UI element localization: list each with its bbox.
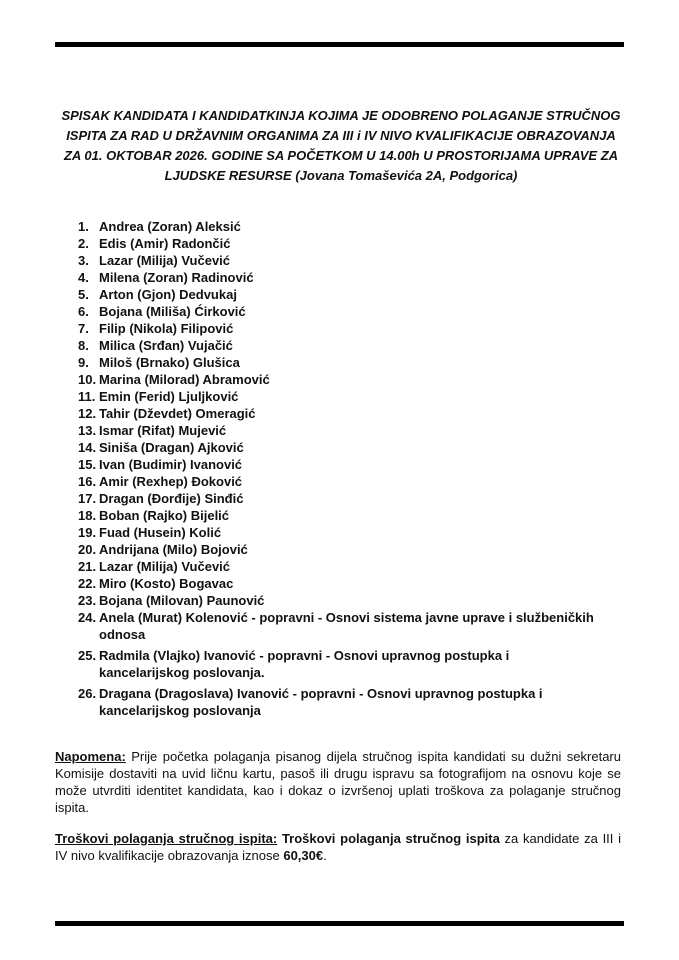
- list-item: [78, 354, 598, 371]
- item-number: 20.: [78, 542, 97, 557]
- list-item: [78, 303, 598, 320]
- candidate-name: Andrea (Zoran) Aleksić: [99, 219, 241, 234]
- candidate-name: Dragan (Đorđije) Sinđić: [99, 491, 244, 506]
- item-number: 5.: [78, 287, 89, 302]
- list-item: [78, 337, 598, 354]
- note-text: Prije početka polaganja pisanog dijela stručnog ispita kandidati su dužni sekretaru Komisije dostaviti na uvid ličnu kartu, pasoš ili drugu ispravu sa fotografijom na osnovu koje se može utvrditi identitet kandidata, kao i dokaz o izvršenoj uplati troškova za polaganje stručnog ispita.: [55, 749, 621, 815]
- costs-text: za kandidate za III i IV nivo kvalifikacije obrazovanja iznose: [55, 831, 622, 863]
- list-item: [78, 405, 598, 422]
- item-number: 24.: [78, 610, 97, 625]
- candidate-name: Boban (Rajko) Bijelić: [99, 508, 230, 523]
- list-item: [78, 320, 598, 337]
- item-number: 26.: [78, 686, 97, 701]
- list-item: [78, 507, 598, 524]
- list-item: [78, 541, 598, 558]
- candidate-name: Bojana (Milovan) Paunović: [99, 593, 265, 608]
- list-item: [78, 609, 598, 643]
- candidate-name: Lazar (Milija) Vučević: [99, 253, 231, 268]
- candidate-name: Fuad (Husein) Kolić: [99, 525, 222, 540]
- list-item: [78, 456, 598, 473]
- item-number: 12.: [78, 406, 97, 421]
- list-item: [78, 439, 598, 456]
- list-item: [78, 388, 598, 405]
- candidate-name: Filip (Nikola) Filipović: [99, 321, 234, 336]
- item-number: 1.: [78, 219, 89, 234]
- item-number: 17.: [78, 491, 97, 506]
- list-item: [78, 575, 598, 592]
- list-item: [78, 286, 598, 303]
- list-item: [78, 685, 598, 719]
- item-number: 14.: [78, 440, 97, 455]
- candidate-name: Edis (Amir) Radončić: [99, 236, 231, 251]
- item-number: 16.: [78, 474, 97, 489]
- item-number: 15.: [78, 457, 97, 472]
- list-item: [78, 422, 598, 439]
- costs-label: Troškovi polaganja stručnog ispita:: [55, 831, 278, 846]
- costs-paragraph: [55, 830, 621, 864]
- list-item: [78, 647, 598, 681]
- item-number: 21.: [78, 559, 97, 574]
- list-item: [78, 524, 598, 541]
- list-item: [78, 473, 598, 490]
- candidate-name: Arton (Gjon) Dedvukaj: [99, 287, 237, 302]
- item-number: 10.: [78, 372, 97, 387]
- candidate-name: Lazar (Milija) Vučević: [99, 559, 231, 574]
- item-number: 18.: [78, 508, 97, 523]
- item-number: 7.: [78, 321, 89, 336]
- list-item: [78, 252, 598, 269]
- candidate-name: Dragana (Dragoslava) Ivanović - popravni - Osnovi upravnog postupka i kancelarijskog poslovanja: [99, 686, 543, 718]
- item-number: 3.: [78, 253, 89, 268]
- item-number: 22.: [78, 576, 97, 591]
- item-number: 2.: [78, 236, 89, 251]
- item-number: 19.: [78, 525, 97, 540]
- candidate-name: Andrijana (Milo) Bojović: [99, 542, 248, 557]
- item-number: 23.: [78, 593, 97, 608]
- costs-bold-lead: Troškovi polaganja stručnog ispita: [277, 831, 500, 846]
- costs-amount: 60,30€: [283, 848, 324, 863]
- item-number: 8.: [78, 338, 89, 353]
- list-item: [78, 371, 598, 388]
- item-number: 9.: [78, 355, 89, 370]
- candidate-name: Bojana (Miliša) Ćirković: [99, 304, 246, 319]
- candidate-name: Ismar (Rifat) Mujević: [99, 423, 227, 438]
- list-item: [78, 218, 598, 235]
- list-item: [78, 269, 598, 286]
- bottom-rule: [55, 921, 624, 926]
- candidate-name: Anela (Murat) Kolenović - popravni - Osnovi sistema javne uprave i službeničkih odnosa: [99, 610, 594, 642]
- candidate-name: Miloš (Brnako) Glušica: [99, 355, 240, 370]
- candidate-name: Miro (Kosto) Bogavac: [99, 576, 234, 591]
- candidate-name: Milena (Zoran) Radinović: [99, 270, 254, 285]
- item-number: 13.: [78, 423, 97, 438]
- note-label: Napomena:: [55, 749, 126, 764]
- candidate-name: Marina (Milorad) Abramović: [99, 372, 270, 387]
- candidate-list: [78, 218, 598, 723]
- item-number: 25.: [78, 648, 97, 663]
- item-number: 4.: [78, 270, 89, 285]
- candidate-name: Milica (Srđan) Vujačić: [99, 338, 233, 353]
- list-item: [78, 235, 598, 252]
- top-rule: [55, 42, 624, 47]
- candidate-name: Amir (Rexhep) Đoković: [99, 474, 243, 489]
- list-item: [78, 490, 598, 507]
- candidate-name: Siniša (Dragan) Ajković: [99, 440, 244, 455]
- note-paragraph: [55, 748, 621, 816]
- costs-end: .: [323, 848, 327, 863]
- item-number: 11.: [78, 389, 96, 404]
- list-item: [78, 558, 598, 575]
- candidate-name: Tahir (Dževdet) Omeragić: [99, 406, 256, 421]
- candidate-name: Ivan (Budimir) Ivanović: [99, 457, 243, 472]
- document-title: SPISAK KANDIDATA I KANDIDATKINJA KOJIMA JE ODOBRENO POLAGANJE STRUČNOG ISPITA ZA RAD U DRŽAVNIM ORGANIMA ZA III i IV NIVO KVALIFIKACIJE OBRAZOVANJA ZA 01. OKTOBAR 2026. GODINE SA POČETKOM U 14.00h U PROSTORIJAMA UPRAVE ZA LJUDSKE RESURSE (Jovana Tomaševića 2A, Podgorica): [61, 108, 621, 183]
- item-number: 6.: [78, 304, 89, 319]
- candidate-name: Emin (Ferid) Ljuljković: [99, 389, 239, 404]
- list-item: [78, 592, 598, 609]
- candidate-name: Radmila (Vlajko) Ivanović - popravni - Osnovi upravnog postupka i kancelarijskog poslovanja.: [99, 648, 510, 680]
